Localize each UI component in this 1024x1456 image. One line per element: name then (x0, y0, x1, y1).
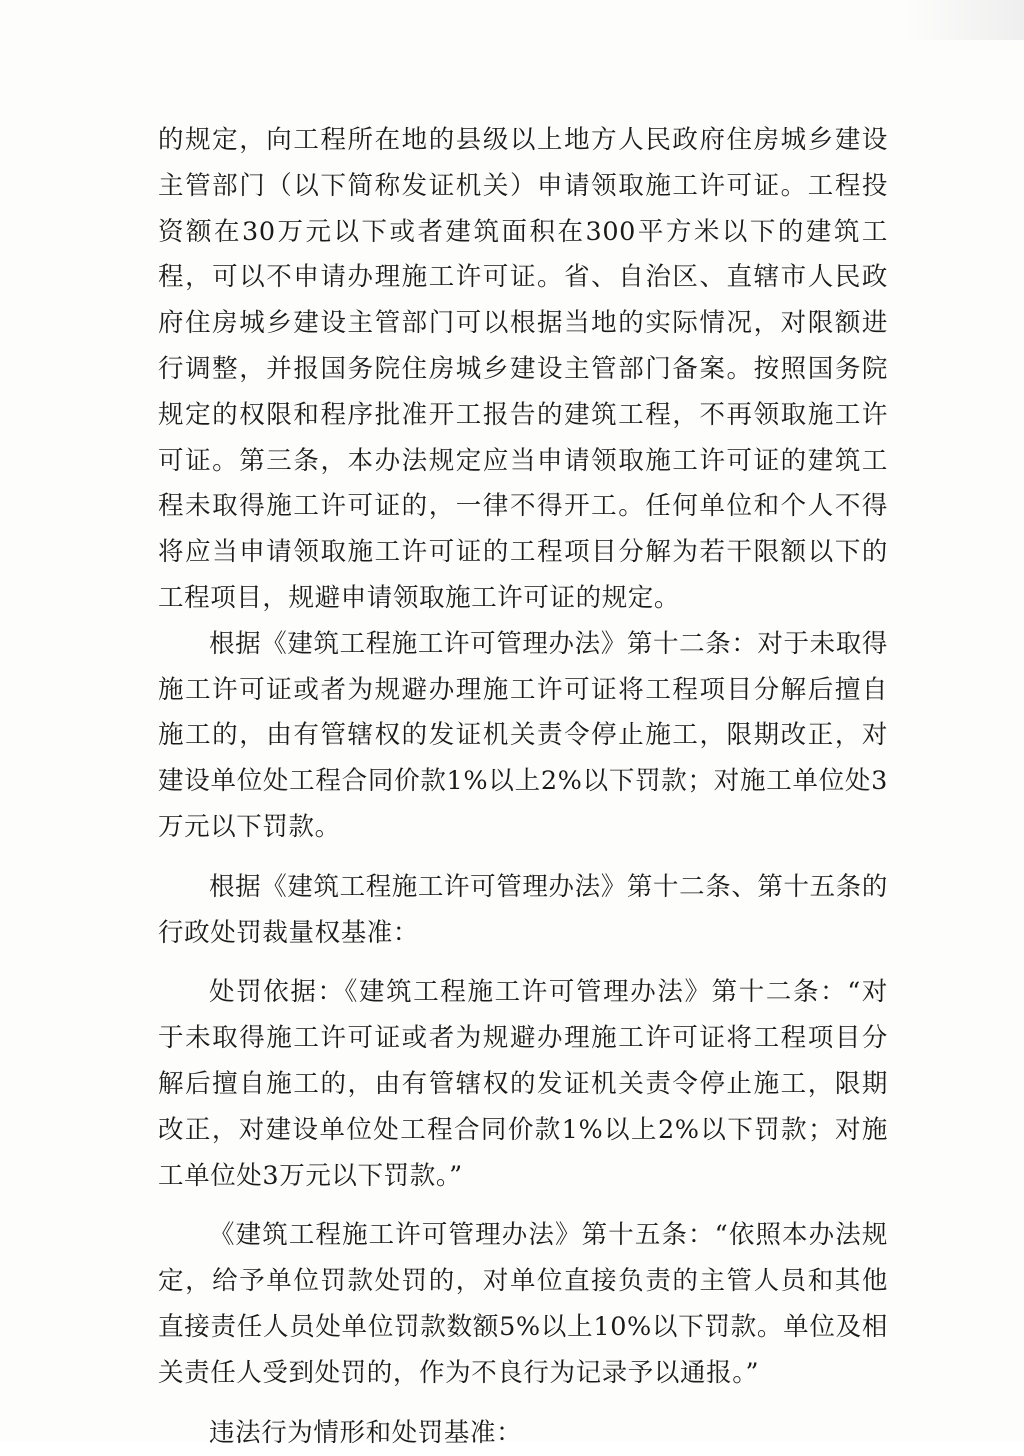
paragraph-violation-heading: 违法行为情形和处罚基准： (209, 1417, 523, 1448)
paragraph-continuation: 的规定，向工程所在地的县级以上地方人民政府住房城乡建设主管部门（以下简称发证机关）申请领取施工许可证。工程投资额在30万元以下或者建筑面积在300平方米以下的建筑工程，可以不申请办理施工许可证。省、自治区、直辖市人民政府住房城乡建设主管部门可以根据当地的实际情况，对限额进行调整，并报国务院住房城乡建设主管部门备案。按照国务院规定的权限和程序批准开工报告的建筑工程，不再领取施工许可证。第三条，本办法规定应当申请领取施工许可证的建筑工程未取得施工许可证的，一律不得开工。任何单位和个人不得将应当申请领取施工许可证的工程项目分解为若干限额以下的工程项目，规避申请领取施工许可证的规定。 (158, 125, 888, 613)
paragraph-discretion-standard: 根据《建筑工程施工许可管理办法》第十二条、第十五条的行政处罚裁量权基准： (158, 871, 888, 948)
paragraph-article-12: 根据《建筑工程施工许可管理办法》第十二条：对于未取得施工许可证或者为规避办理施工许可证将工程项目分解后擅自施工的，由有管辖权的发证机关责令停止施工，限期改正，对建设单位处工程合同价款1%以上2%以下罚款；对施工单位处3万元以下罚款。 (158, 628, 888, 842)
document-body (158, 118, 888, 1456)
paragraph-article-15: 《建筑工程施工许可管理办法》第十五条：“依照本办法规定，给予单位罚款处罚的，对单位直接负责的主管人员和其他直接责任人员处单位罚款数额5%以上10%以下罚款。单位及相关责任人受到处罚的，作为不良行为记录予以通报。” (158, 1220, 888, 1388)
scan-shadow (904, 0, 1024, 40)
paragraph-penalty-basis: 处罚依据：《建筑工程施工许可管理办法》第十二条：“对于未取得施工许可证或者为规避办理施工许可证将工程项目分解后擅自施工的，由有管辖权的发证机关责令停止施工，限期改正，对建设单位处工程合同价款1%以上2%以下罚款；对施工单位处3万元以下罚款。” (158, 977, 888, 1191)
